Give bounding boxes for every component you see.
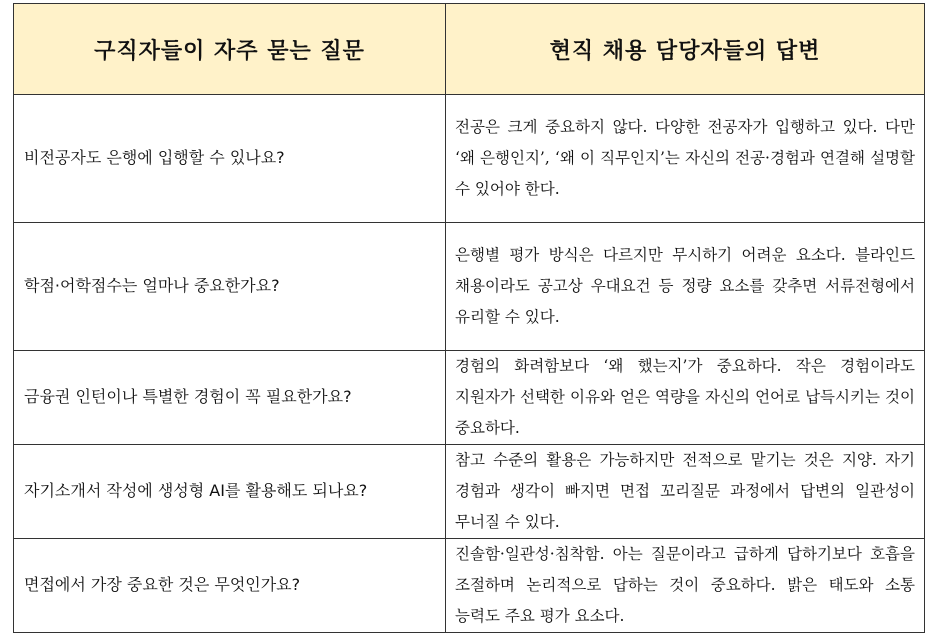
answer-cell: 참고 수준의 활용은 가능하지만 전적으로 맡기는 것은 지양. 자기 경험과 생각이 빠지면 면접 꼬리질문 과정에서 답변의 일관성이 무너질 수 있다. bbox=[446, 445, 925, 539]
table-body bbox=[14, 95, 925, 633]
table-row bbox=[14, 223, 925, 351]
question-cell: 금융권 인턴이나 특별한 경험이 꼭 필요한가요? bbox=[14, 351, 446, 445]
question-cell: 학점·어학점수는 얼마나 중요한가요? bbox=[14, 223, 446, 351]
table-row bbox=[14, 445, 925, 539]
answer-cell: 전공은 크게 중요하지 않다. 다양한 전공자가 입행하고 있다. 다만 ‘왜 은행인지’, ‘왜 이 직무인지’는 자신의 전공·경험과 연결해 설명할 수 있어야 한다. bbox=[446, 95, 925, 223]
table-header bbox=[14, 4, 925, 95]
table-row bbox=[14, 351, 925, 445]
question-cell: 자기소개서 작성에 생성형 AI를 활용해도 되나요? bbox=[14, 445, 446, 539]
header-row bbox=[14, 4, 925, 95]
faq-table bbox=[13, 3, 925, 633]
answer-cell: 은행별 평가 방식은 다르지만 무시하기 어려운 요소다. 블라인드 채용이라도 공고상 우대요건 등 정량 요소를 갖추면 서류전형에서 유리할 수 있다. bbox=[446, 223, 925, 351]
answer-cell: 진솔함·일관성·침착함. 아는 질문이라고 급하게 답하기보다 호흡을 조절하며 논리적으로 답하는 것이 중요하다. 밝은 태도와 소통 능력도 주요 평가 요소다. bbox=[446, 539, 925, 633]
table-row bbox=[14, 539, 925, 633]
table-row bbox=[14, 95, 925, 223]
question-cell: 비전공자도 은행에 입행할 수 있나요? bbox=[14, 95, 446, 223]
answer-cell: 경험의 화려함보다 ‘왜 했는지’가 중요하다. 작은 경험이라도 지원자가 선택한 이유와 얻은 역량을 자신의 언어로 납득시키는 것이 중요하다. bbox=[446, 351, 925, 445]
answer-column-header: 현직 채용 담당자들의 답변 bbox=[446, 4, 925, 95]
question-column-header: 구직자들이 자주 묻는 질문 bbox=[14, 4, 446, 95]
question-cell: 면접에서 가장 중요한 것은 무엇인가요? bbox=[14, 539, 446, 633]
